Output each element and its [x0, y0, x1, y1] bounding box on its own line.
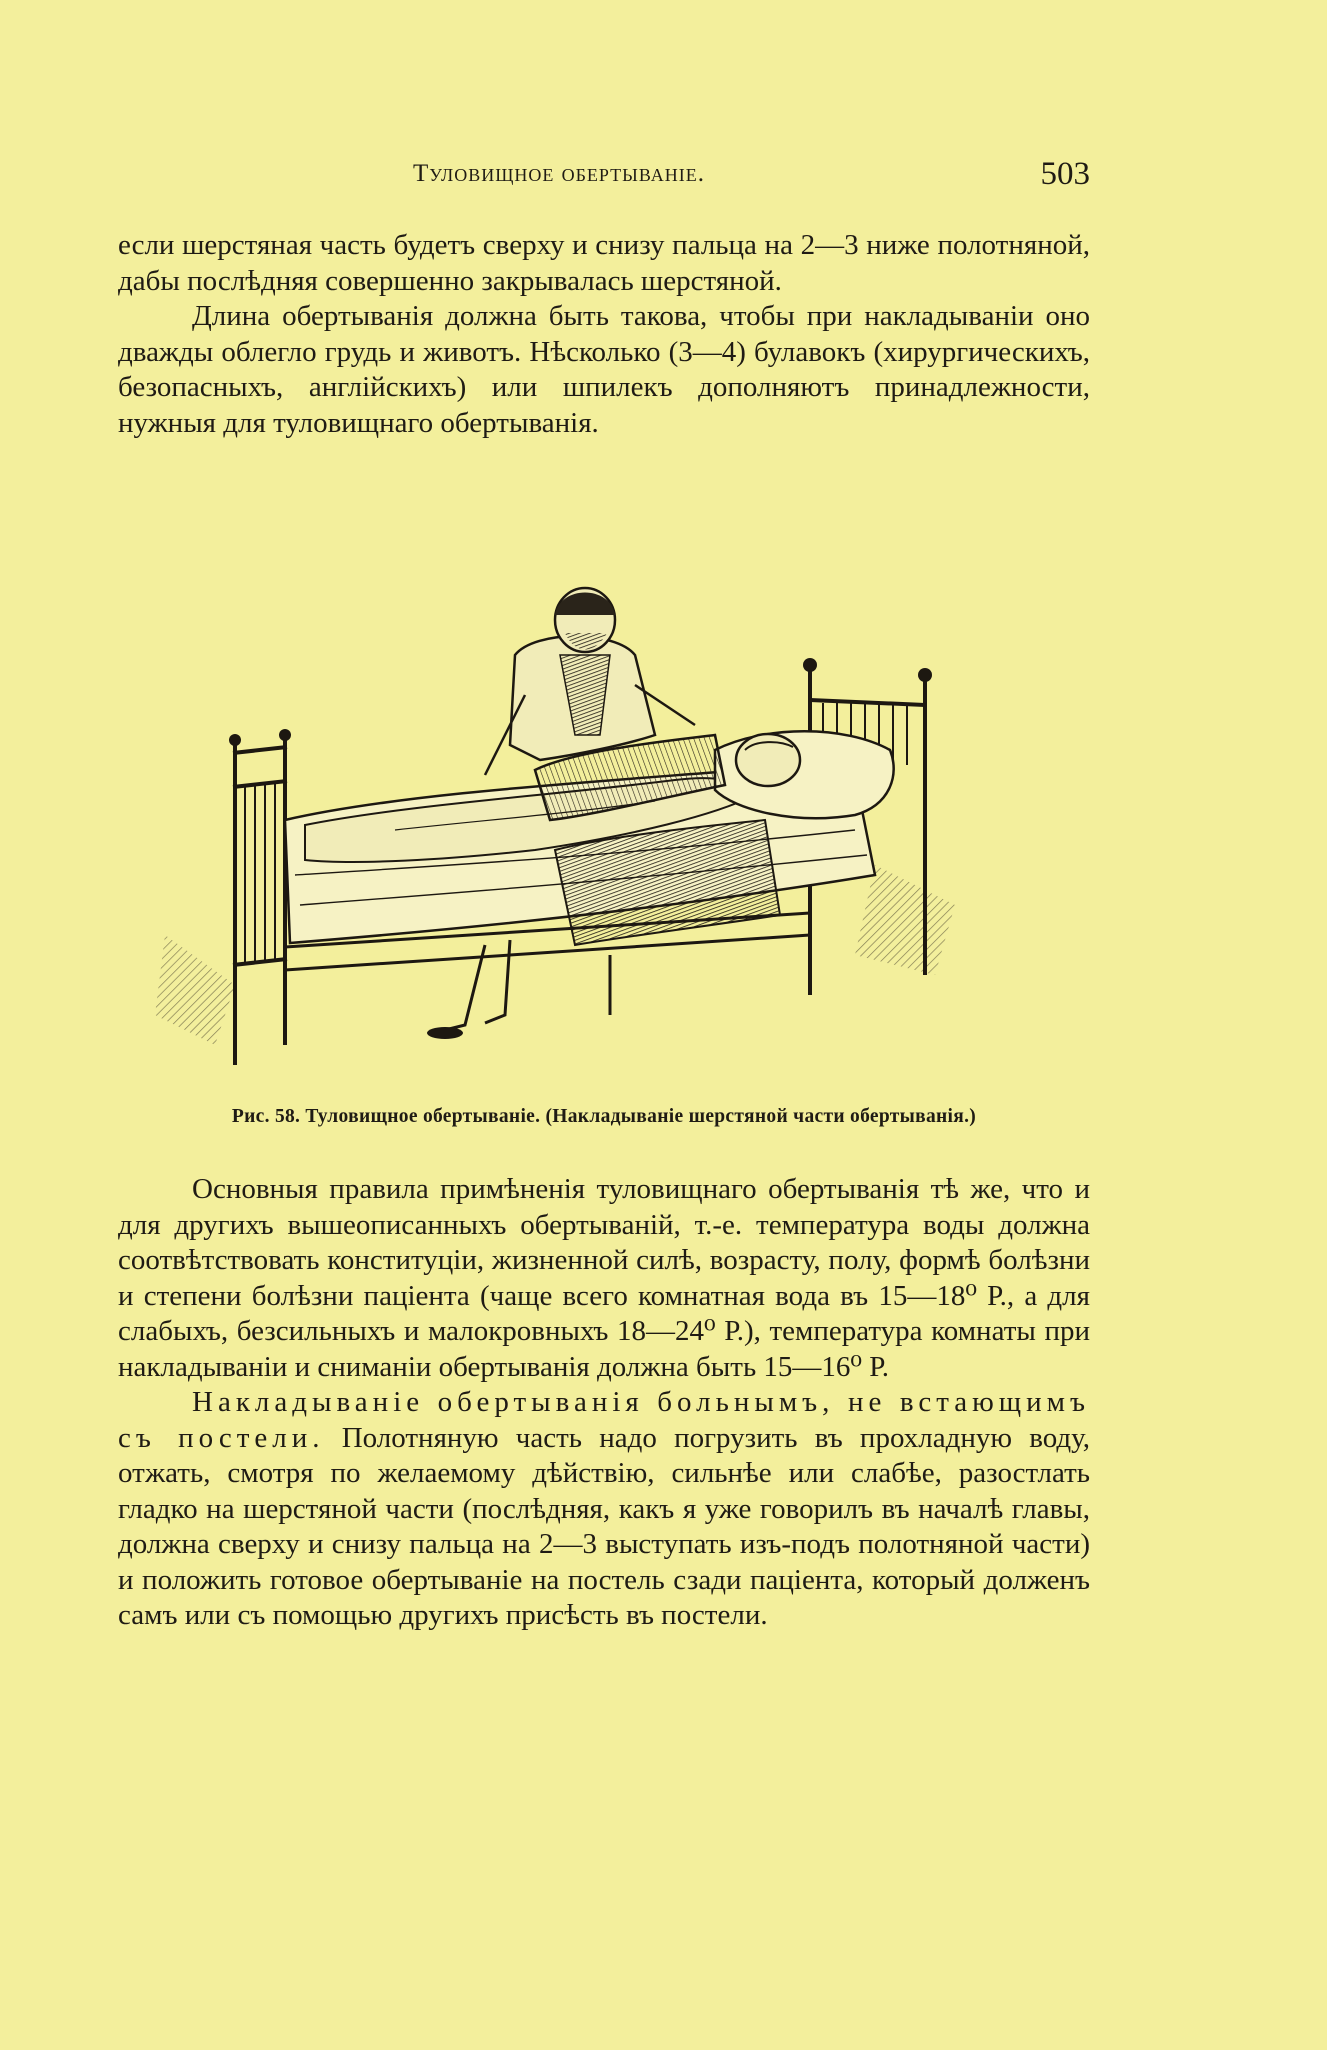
figure-caption: Рис. 58. Туловищное обертываніе. (Накладываніе шерстяной части обертыванія.) — [231, 1106, 977, 1127]
text-block-top — [118, 228, 1090, 441]
paragraph-wrap-length: Длина обертыванія должна быть такова, чтобы при накладываніи оно дважды облегло грудь и животъ. Нѣсколько (3—4) булавокъ (хирургическихъ, безопасныхъ, англійскихъ) или шпилекъ дополняютъ принадлежности, нужныя для туловищнаго обертыванія. — [118, 300, 1090, 439]
page-number: 503 — [1040, 156, 1090, 192]
paragraph-bedridden — [118, 1385, 1090, 1634]
page-header — [118, 156, 1090, 200]
paragraph-rules: Основныя правила примѣненія туловищнаго обертыванія тѣ же, что и для другихъ вышеописанныхъ обертываній, т.-е. температура воды должна соотвѣтствовать конституціи, жизненной силѣ, возрасту, полу, формѣ болѣзни и степени болѣзни паціента (чаще всего комнатная вода въ 15—18⁰ Р., а для слабыхъ, безсильныхъ и малокровныхъ 18—24⁰ Р.), температура комнаты при накладываніи и сниманіи обертыванія должна быть 15—16⁰ Р. — [118, 1173, 1090, 1383]
bed-wrapping-engraving — [155, 575, 1055, 1090]
section-heading: Накладываніе обертыванія больнымъ, не встающимъ съ постели. — [118, 1386, 1090, 1454]
section-text: Полотняную часть надо погрузить въ прохладную воду, отжать, смотря по желаемому дѣйствію, сильнѣе или слабѣе, разостлать гладко на шерстяной части (послѣдняя, какъ я уже говорилъ въ началѣ главы, должна сверху и снизу пальца на 2—3 выступать изъ-подъ полотняной части) и положить готовое обертываніе на постель сзади паціента, который долженъ самъ или съ помощью другихъ присѣсть въ постели. — [118, 1421, 1090, 1631]
running-title: Туловищное обертываніе. — [413, 160, 705, 187]
paragraph-continuation: если шерстяная часть будетъ сверху и снизу пальца на 2—3 ниже полотняной, дабы послѣдняя совершенно закрывалась шерстяной. — [118, 229, 1090, 297]
text-block-bottom — [118, 1172, 1090, 1634]
figure-illustration — [155, 575, 1055, 1090]
